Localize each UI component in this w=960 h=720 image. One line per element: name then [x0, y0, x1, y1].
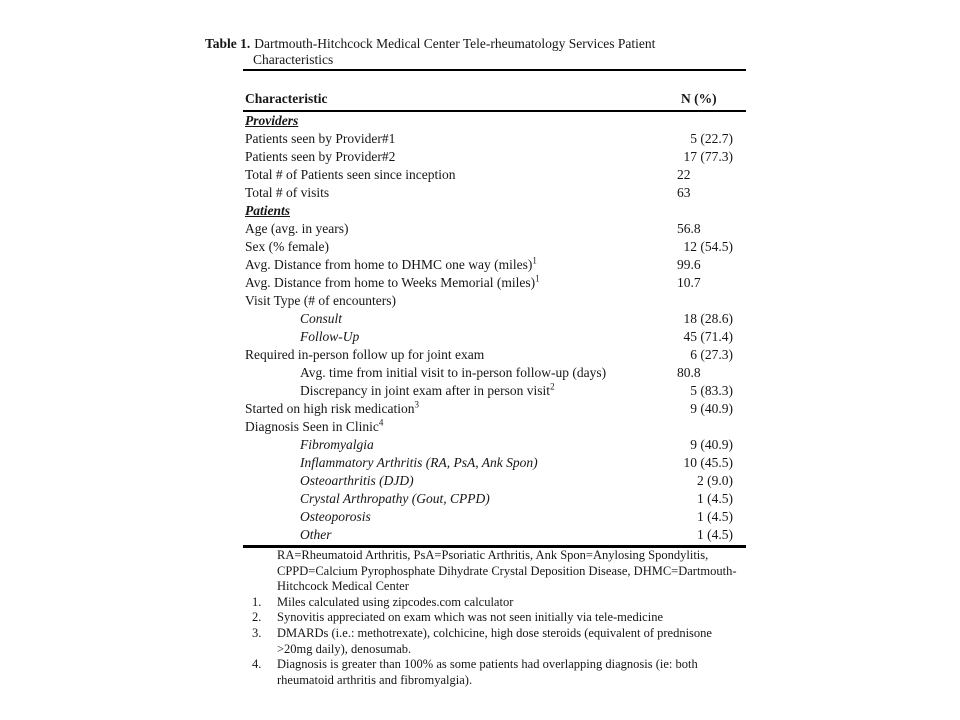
table-title-text: Dartmouth-Hitchcock Medical Center Tele-rheumatology Services Patient	[254, 36, 656, 51]
row-value: 9 (40.9)	[690, 437, 733, 452]
row-value: 1 (4.5)	[697, 527, 733, 542]
row-value: 9 (40.9)	[690, 401, 733, 416]
footnote-item	[243, 595, 753, 611]
row-label: Osteoporosis	[300, 509, 371, 524]
table-row	[243, 238, 746, 256]
footnote-line: rheumatoid arthritis and fibromyalgia).	[277, 672, 473, 687]
table-title-line2: Characteristics	[253, 52, 334, 67]
footnote-marker: 1	[532, 255, 537, 266]
row-value: 10 (45.5)	[683, 455, 733, 470]
table-row	[243, 202, 746, 220]
footnote-item	[243, 610, 753, 626]
footnote-marker: 3	[414, 399, 419, 410]
row-value: 5 (83.3)	[690, 383, 733, 398]
row-label: Osteoarthritis (DJD)	[300, 473, 414, 488]
row-label: Follow-Up	[300, 329, 360, 344]
row-label: Providers	[245, 113, 299, 128]
row-value: 22	[677, 167, 691, 182]
table-row	[243, 490, 746, 508]
row-label: Patients	[245, 203, 291, 218]
row-label: Visit Type (# of encounters)	[245, 293, 396, 308]
footnote-line: Synovitis appreciated on exam which was not seen initially via tele-medicine	[277, 610, 663, 625]
footnote-marker: 4	[378, 417, 384, 428]
row-label: Crystal Arthropathy (Gout, CPPD)	[300, 491, 490, 506]
row-label: Patients seen by Provider#2	[245, 149, 396, 164]
row-value: 10.7	[677, 275, 701, 290]
table-row	[243, 436, 746, 454]
row-label: Required in-person follow up for joint exam	[245, 347, 485, 362]
column-header-n-percent: N (%)	[681, 91, 717, 106]
table-row	[243, 472, 746, 490]
table-title	[205, 35, 655, 52]
table-body	[243, 112, 746, 544]
footnote-number: 2.	[252, 610, 262, 625]
table-row	[243, 166, 746, 184]
table-row	[243, 508, 746, 526]
abbreviation-line: CPPD=Calcium Pyrophosphate Dihydrate Crystal Deposition Disease, DHMC=Dartmouth-	[277, 563, 737, 578]
row-label: Total # of Patients seen since inception	[245, 167, 456, 182]
table-row	[243, 418, 746, 436]
table-row	[243, 292, 746, 310]
footnote-number: 4.	[252, 657, 262, 672]
footnote-line: DMARDs (i.e.: methotrexate), colchicine, high dose steroids (equivalent of prednisone	[277, 625, 712, 640]
row-value: 99.6	[677, 257, 701, 272]
row-value: 18 (28.6)	[683, 311, 733, 326]
footnote-number: 3.	[252, 625, 262, 640]
title-rule	[243, 69, 746, 71]
row-value: 56.8	[677, 221, 701, 236]
row-label: Fibromyalgia	[300, 437, 374, 452]
row-value: 2 (9.0)	[697, 473, 733, 488]
abbreviation-block	[243, 548, 753, 595]
footnote-line: >20mg daily), denosumab.	[277, 641, 412, 656]
column-header-characteristic: Characteristic	[245, 91, 328, 106]
table-row	[243, 526, 746, 544]
table-row	[243, 112, 746, 130]
row-label: Started on high risk medication$^3$	[245, 399, 419, 416]
row-label: Avg. Distance from home to Weeks Memorial (miles)$^1$	[245, 273, 540, 290]
table-row	[243, 328, 746, 346]
row-value: 80.8	[677, 365, 701, 380]
table-row	[243, 148, 746, 166]
footnote-marker: 1	[535, 273, 540, 284]
abbreviation-line: RA=Rheumatoid Arthritis, PsA=Psoriatic Arthritis, Ank Spon=Anylosing Spondylitis,	[277, 548, 709, 562]
footnote-item	[243, 657, 753, 688]
row-value: 17 (77.3)	[683, 149, 733, 164]
row-label: Other	[300, 527, 332, 542]
footnotes-section	[243, 548, 753, 688]
table-row	[243, 274, 746, 292]
row-value: 6 (27.3)	[690, 347, 733, 362]
row-label: Sex (% female)	[245, 239, 329, 254]
row-label: Patients seen by Provider#1	[245, 131, 396, 146]
table-header	[243, 91, 746, 110]
row-value: 63	[677, 185, 691, 200]
row-value: 1 (4.5)	[697, 491, 733, 506]
row-value: 12 (54.5)	[683, 239, 733, 254]
row-label: Avg. Distance from home to DHMC one way (miles)$^1$	[245, 255, 537, 272]
footnote-marker: 2	[550, 381, 555, 392]
table-row	[243, 220, 746, 238]
table-row	[243, 256, 746, 274]
table-row	[243, 364, 746, 382]
row-label: Total # of visits	[245, 185, 330, 200]
notes-block	[243, 595, 753, 689]
footnote-number: 1.	[252, 594, 262, 609]
row-label: Inflammatory Arthritis (RA, PsA, Ank Spon)	[300, 455, 538, 470]
row-value: 45 (71.4)	[683, 329, 733, 344]
footnote-item	[243, 626, 753, 657]
row-label: Age (avg. in years)	[245, 221, 349, 236]
table-title-number: Table 1.	[205, 36, 251, 51]
row-label: Diagnosis Seen in Clinic$^4$	[245, 417, 384, 434]
row-value: 1 (4.5)	[697, 509, 733, 524]
row-value: 5 (22.7)	[690, 131, 733, 146]
table-row	[243, 400, 746, 418]
table-row	[243, 184, 746, 202]
table-row	[243, 382, 746, 400]
row-label: Avg. time from initial visit to in-person follow-up (days)	[300, 365, 607, 380]
row-label: Discrepancy in joint exam after in person visit$^2$	[300, 381, 555, 398]
abbreviation-line: Hitchcock Medical Center	[277, 579, 409, 594]
row-label: Consult	[300, 311, 343, 326]
footnote-line: Miles calculated using zipcodes.com calculator	[277, 594, 514, 609]
table-row	[243, 310, 746, 328]
table-row	[243, 130, 746, 148]
table-row	[243, 346, 746, 364]
table-row	[243, 454, 746, 472]
footnote-line: Diagnosis is greater than 100% as some patients had overlapping diagnosis (ie: both	[277, 657, 698, 672]
